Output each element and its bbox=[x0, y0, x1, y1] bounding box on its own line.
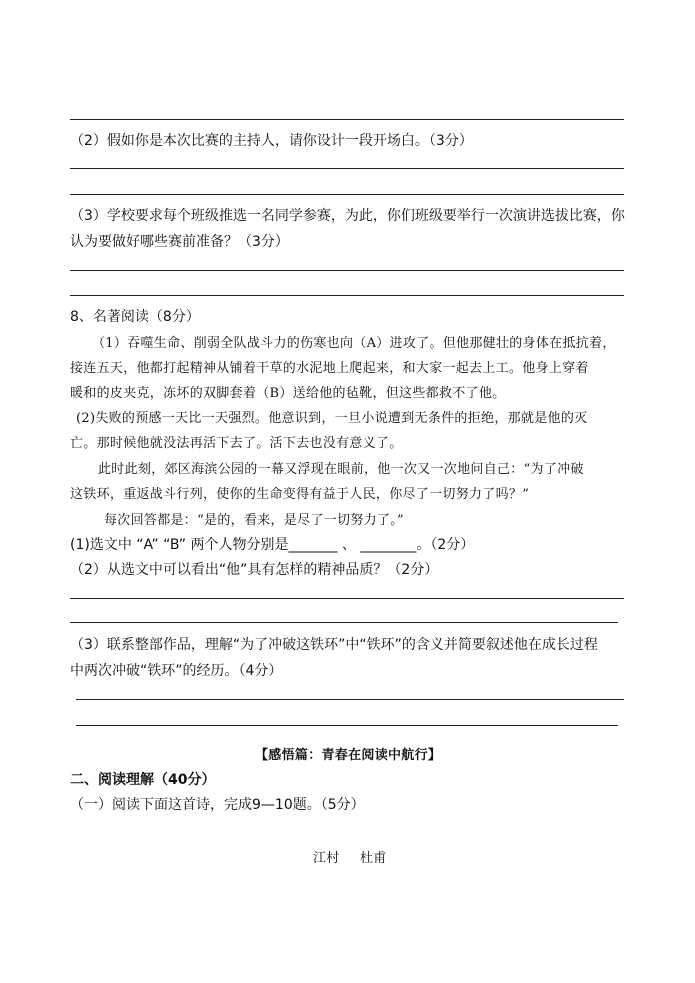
section-heading: 二、阅读理解（40分） bbox=[70, 772, 216, 788]
question-8-title: 8、名著阅读（8分） bbox=[70, 309, 200, 325]
question-7-2: （2）假如你是本次比赛的主持人，请你设计一段开场白。（3分） bbox=[70, 133, 473, 149]
answer-line bbox=[70, 270, 624, 271]
answer-line bbox=[70, 168, 624, 169]
question-8-3-line-2: 中两次冲破“铁环”的经历。（4分） bbox=[70, 663, 283, 679]
passage-line: 每次回答都是：“是的，看来，是尽了一切努力了。” bbox=[104, 513, 404, 528]
answer-line bbox=[76, 699, 624, 700]
answer-line bbox=[70, 194, 624, 195]
passage-line: (2)失败的预感一天比一天强烈。他意识到，一旦小说遭到无条件的拒绝，那就是他的灭 bbox=[76, 411, 588, 426]
question-8-3-line-1: （3）联系整部作品，理解“为了冲破这铁环”中“铁环”的含义并简要叙述他在成长过程 bbox=[70, 637, 598, 653]
passage-line: 接连五天，他都打起精神从铺着干草的水泥地上爬起来，和大家一起去上工。他身上穿着 bbox=[70, 361, 589, 376]
poem-title: 江村 bbox=[313, 851, 340, 866]
question-8-1: (1)选文中 “A” “B” 两个人物分别是_______ 、 ________。（2分） bbox=[70, 537, 475, 553]
question-7-3-line-2: 认为要做好哪些赛前准备？（3分） bbox=[70, 234, 289, 250]
passage-line: 亡。那时候他就没法再活下去了。活下去也没有意义了。 bbox=[70, 436, 403, 451]
section-banner: 【感悟篇：青春在阅读中航行】 bbox=[255, 748, 442, 763]
passage-line: 暖和的皮夹克，冻坏的双脚套着（B）送给他的毡靴，但这些都救不了他。 bbox=[70, 386, 506, 401]
passage-line: 此时此刻，郊区海滨公园的一幕又浮现在眼前，他一次又一次地问自己：“为了冲破 bbox=[98, 462, 584, 477]
section-intro: （一）阅读下面这首诗，完成9—10题。（5分） bbox=[70, 797, 365, 813]
poem-author: 杜甫 bbox=[360, 851, 387, 866]
answer-line bbox=[70, 622, 618, 623]
passage-line: 这铁环，重返战斗行列，使你的生命变得有益于人民，你尽了一切努力了吗？” bbox=[70, 487, 530, 502]
answer-line bbox=[70, 295, 624, 296]
answer-line bbox=[76, 725, 618, 726]
question-7-3-line-1: （3）学校要求每个班级推选一名同学参赛，为此，你们班级要举行一次演讲选拔比赛，你 bbox=[70, 208, 625, 224]
question-8-2: （2）从选文中可以看出“他”具有怎样的精神品质？（2分） bbox=[70, 562, 439, 578]
answer-line bbox=[70, 119, 624, 120]
passage-line: （1）吞噬生命、削弱全队战斗力的伤寒也向（A）进攻了。但他那健壮的身体在抵抗着， bbox=[92, 336, 616, 351]
answer-line bbox=[70, 598, 624, 599]
